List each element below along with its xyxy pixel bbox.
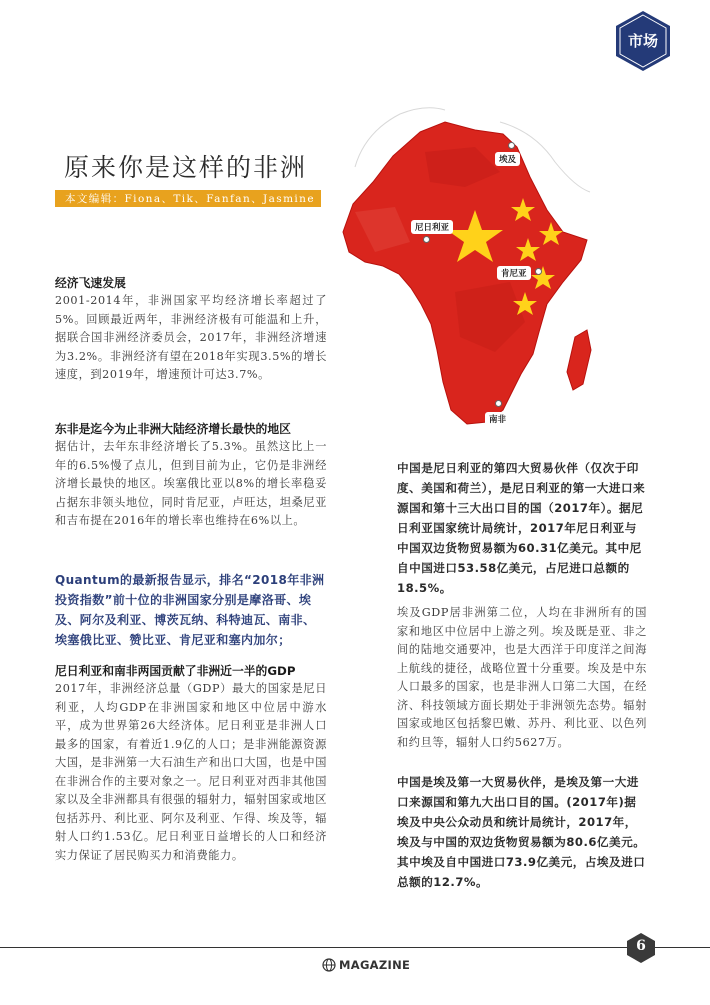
section-heading-economy: 经济飞速发展 (55, 276, 126, 290)
magazine-brand-text: MAGAZINE (339, 958, 411, 972)
page-number-badge (625, 932, 657, 964)
globe-icon (322, 958, 336, 972)
page-title: 原来你是这样的非洲 (64, 153, 308, 182)
page-number: 6 (636, 938, 646, 954)
madagascar-shape (567, 330, 591, 390)
footer-divider (0, 947, 710, 948)
left-column-east-africa (55, 420, 327, 531)
egypt-overview-paragraph: 埃及GDP居非洲第二位，人均在非洲所有的国家和地区中位居中上游之列。埃及既是亚、非之间的陆地交通要冲，也是大西洋于印度洋之间海上航线的捷径，战略位置十分重要。埃及是中东人口最多的国家，也是非洲人口第二大国，在经济、科技领域方面长期处于非洲领先态势。辐射国家或地区包括黎巴嫩、苏丹、利比亚、以色列和约旦等，辐射人口约5627万。 (397, 606, 647, 749)
section-badge (614, 10, 672, 72)
section-body-east-africa: 据估计，去年东非经济增长了5.3%。虽然这比上一年的6.5%慢了点儿，但到目前为止，它仍是非洲经济增长最快的地区。埃塞俄比亚以8%的增长率稳妥占据东非领头地位，同时肯尼亚，卢旺达，坦桑尼亚和吉布提在2016年的增长率也维持在6%以上。 (55, 440, 327, 527)
africa-map-graphic (325, 92, 620, 462)
editor-credit-bar (55, 190, 321, 207)
map-marker-kenya (535, 268, 542, 275)
left-column-quantum (55, 570, 327, 650)
map-marker-south-africa (495, 400, 502, 407)
nigeria-trade-paragraph: 中国是尼日利亚的第四大贸易伙伴（仅次于印度、美国和荷兰），是尼日利亚的第一大进口来源国和第十三大出口目的国（2017年）。据尼日利亚国家统计局统计，2017年尼日利亚与中国双边货物贸易额为60.31亿美元。其中尼自中国进口53.58亿美元，占尼进口总额的18.5%。 (397, 461, 646, 595)
quantum-report-highlight: Quantum的最新报告显示，排名“2018年非洲投资指数”前十位的非洲国家分别是摩洛哥、埃及、阿尔及利亚、博茨瓦纳、科特迪瓦、南非、埃塞俄比亚、赞比亚、肯尼亚和塞内加尔； (55, 573, 325, 647)
egypt-trade-paragraph: 中国是埃及第一大贸易伙伴，是埃及第一大进口来源国和第九大出口目的国。(2017年)据埃及中央公众动员和统计局统计，2017年，埃及与中国的双边货物贸易额为80.6亿美元。其中埃及自中国进口73.9亿美元，占埃及进口总额的12.7%。 (397, 775, 646, 889)
section-heading-gdp: 尼日利亚和南非两国贡献了非洲近一半的GDP (55, 664, 296, 678)
map-marker-nigeria (423, 236, 430, 243)
section-badge-label: 市场 (627, 32, 658, 50)
map-marker-egypt (508, 142, 515, 149)
africa-map (325, 92, 620, 462)
left-column-gdp (55, 662, 327, 865)
section-heading-east-africa: 东非是迄今为止非洲大陆经济增长最快的地区 (55, 422, 291, 436)
map-label-nigeria: 尼日利亚 (411, 220, 453, 234)
map-label-kenya: 肯尼亚 (497, 266, 531, 280)
section-body-gdp: 2017年，非洲经济总量（GDP）最大的国家是尼日利亚，人均GDP在非洲国家和地区中位居中游水平，成为世界第26大经济体。尼日利亚是非洲人口最多的国家，有着近1.9亿的人口；是非洲能源资源大国，是非洲第一大石油生产和出口大国，也是中国在非洲合作的主要对象之一。尼日利亚对西非其他国家以及全非洲都具有很强的辐射力，辐射国家或地区包括苏丹、利比亚、阿尔及利亚、乍得、埃及等，辐射人口约1.53亿。尼日利亚日益增长的人口和经济实力保证了居民购买力和消费能力。 (55, 682, 327, 862)
right-column (397, 458, 647, 598)
editor-credit-text: 本文编辑：Fiona、Tik、Fanfan、Jasmine (65, 193, 315, 205)
left-column (55, 274, 327, 385)
map-label-south-africa: 南非 (485, 412, 510, 426)
section-body-economy: 2001-2014年，非洲国家平均经济增长率超过了5%。回顾最近两年，非洲经济极有可能温和上升，据联合国非洲经济委员会，2017年，非洲经济增速为3.2%。非洲经济有望在2018年实现3.5%的增长速度，到2019年，增速预计可达3.7%。 (55, 294, 327, 381)
map-label-egypt: 埃及 (495, 152, 520, 166)
right-column-egypt-trade (397, 772, 647, 892)
right-column-egypt (397, 604, 647, 752)
